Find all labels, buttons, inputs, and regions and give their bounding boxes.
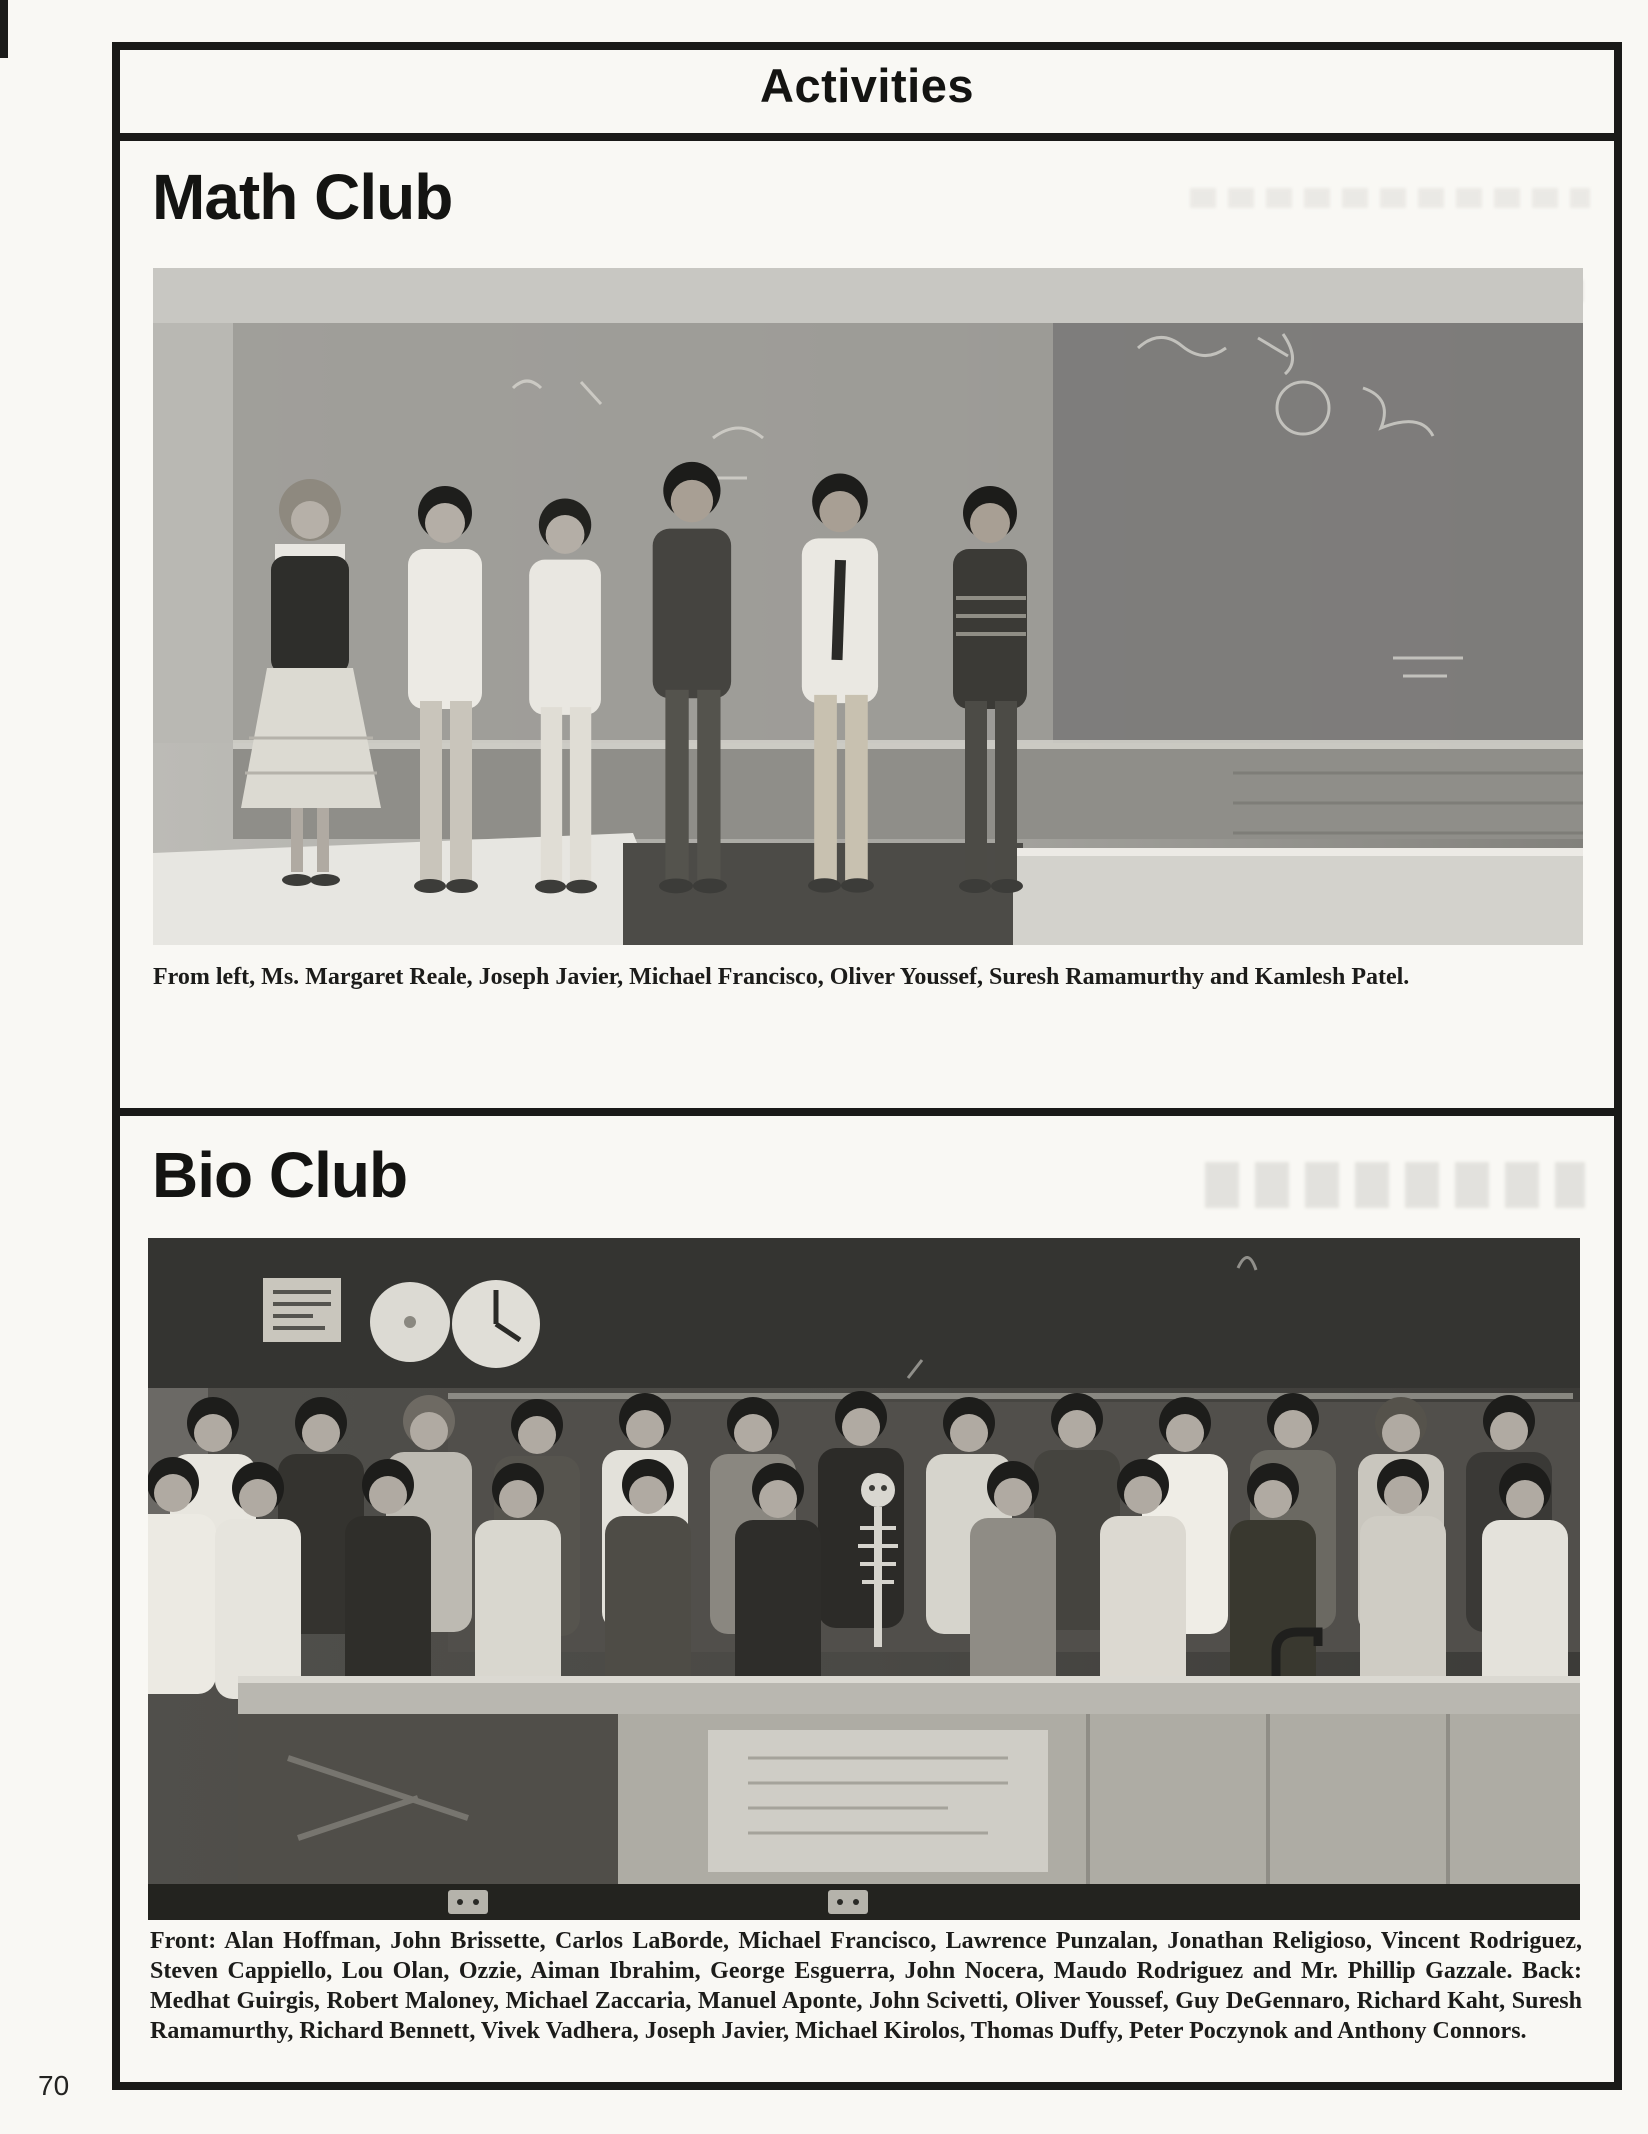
bio-club-heading: Bio Club <box>152 1139 408 1211</box>
bio-club-caption: Front: Alan Hoffman, John Brissette, Carlos LaBorde, Michael Francisco, Lawrence Punzalan, Jonathan Religioso, Vincent Rodriguez, Steven Cappiello, Lou Olan, Ozzie, Aiman Ibrahim, George Esguerra, John Nocera, Maudo Rodriguez and Mr. Phillip Gazzale. Back: Medhat Guirgis, Robert Maloney, Michael Zaccaria, Manuel Aponte, John Scivetti, Oliver Youssef, Guy DeGennaro, Richard Kaht, Suresh Ramamurthy, Richard Bennett, Vivek Vadhera, Joseph Javier, Michael Kirolos, Thomas Duffy, Peter Poczynok and Anthony Connors. <box>150 1928 1582 2044</box>
math-club-photo <box>153 268 1583 945</box>
math-club-caption: From left, Ms. Margaret Reale, Joseph Javier, Michael Francisco, Oliver Youssef, Suresh Ramamurthy and Kamlesh Patel. <box>153 964 1410 990</box>
bio-club-photo <box>148 1238 1580 1920</box>
scan-edge-artifact <box>0 0 8 58</box>
lab-bench <box>238 1676 1580 1884</box>
bio-club-photo-image <box>148 1238 1580 1920</box>
page-number: 70 <box>38 2070 70 2101</box>
print-bleed-artifact <box>1205 1162 1585 1208</box>
print-bleed-artifact <box>1190 188 1590 208</box>
banner-divider-rule <box>112 133 1622 141</box>
fire-route-sign <box>263 1278 341 1342</box>
activities-title: Activities <box>760 59 974 112</box>
math-club-photo-image <box>153 268 1583 945</box>
section-divider-rule <box>112 1108 1622 1116</box>
math-club-heading: Math Club <box>152 161 453 233</box>
